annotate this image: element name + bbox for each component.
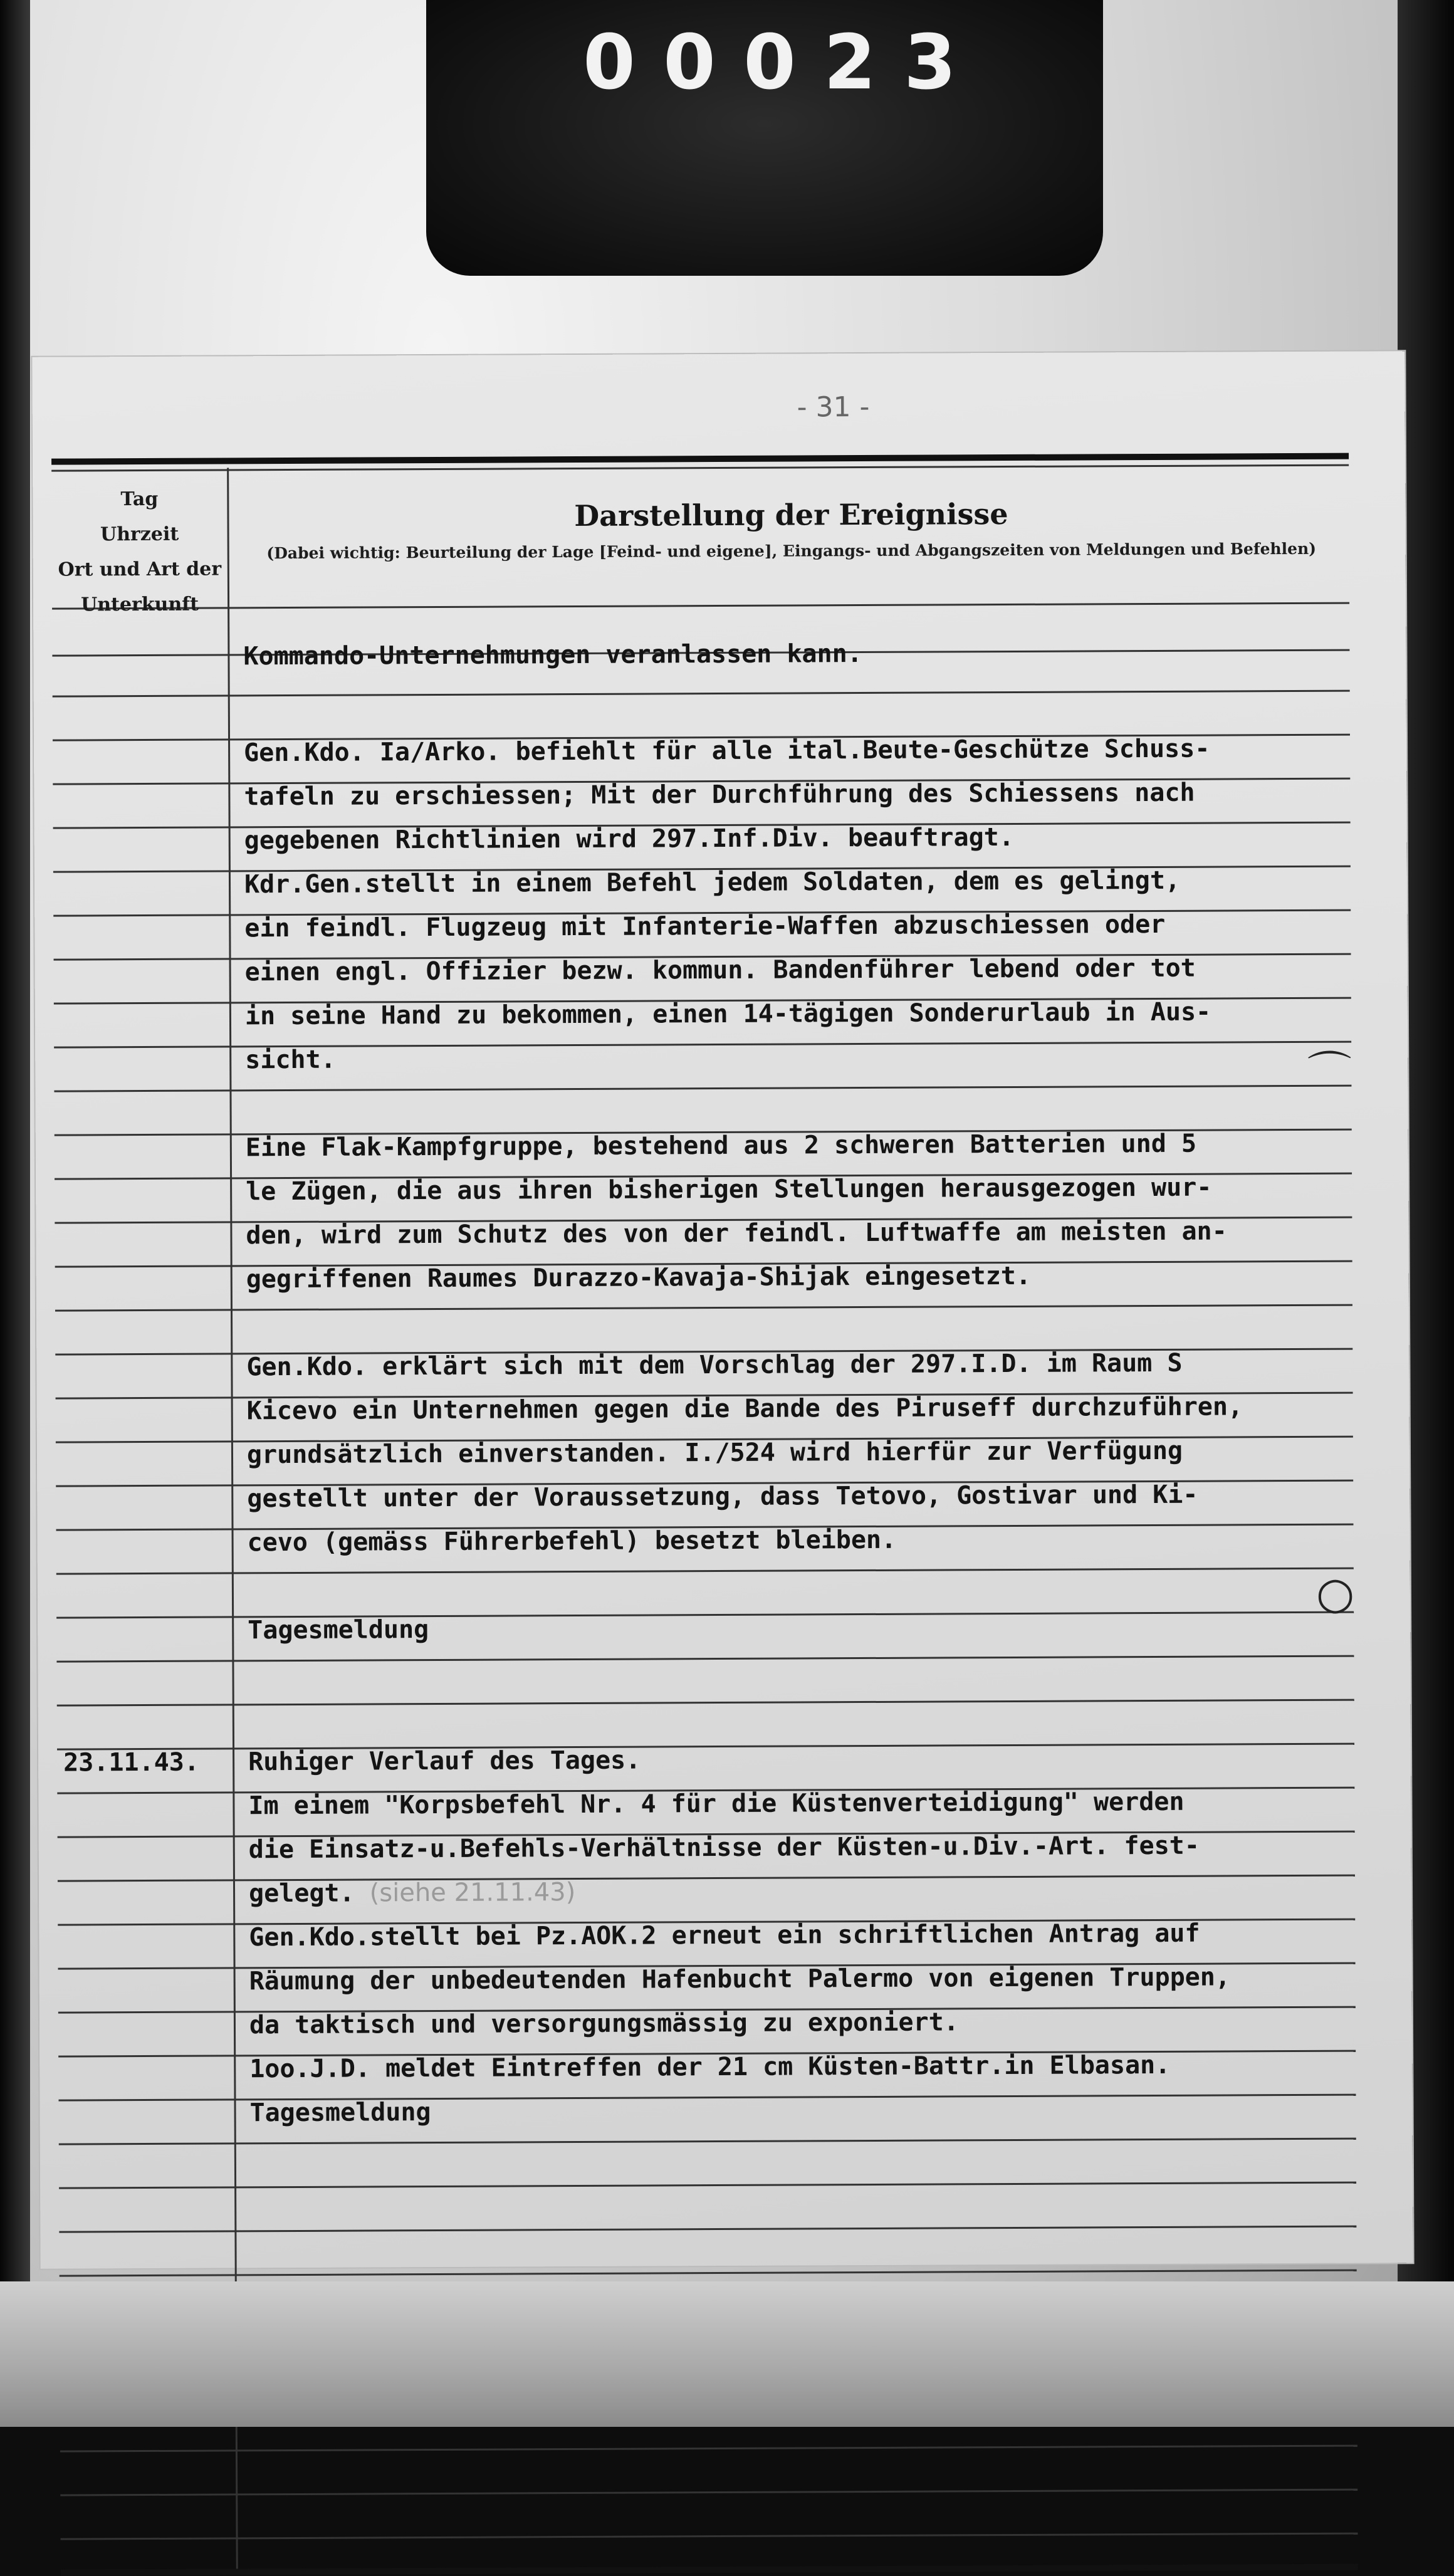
diary-line: Gen.Kdo.stellt bei Pz.AOK.2 erneut ein schriftlichen Antrag auf [249,1919,1200,1952]
counter-digit: 0 [583,19,638,107]
diary-line [249,1875,1364,1908]
rule [56,1655,1354,1663]
rule [55,1304,1352,1312]
rule [60,2489,1357,2496]
date-entry: 23.11.43. [63,1747,199,1778]
header-title: Darstellung der Ereignisse [574,497,1008,533]
diary-line: cevo (gemäss Führerbefehl) besetzt bleiben. [247,1525,897,1558]
diary-line: Gen.Kdo. Ia/Arko. befiehlt für alle ital.Beute-Geschütze Schuss- [244,734,1210,768]
war-diary-page [32,351,1413,2269]
diary-line: Tagesmeldung [248,1615,429,1645]
diary-line: Ruhiger Verlauf des Tages. [248,1746,641,1777]
diary-line: grundsätzlich einverstanden. I./524 wird hierfür zur Verfügung [246,1436,1183,1470]
diary-line: gegebenen Richtlinien wird 297.Inf.Div. beauftragt. [244,822,1015,856]
diary-line: ein feindl. Flugzeug mit Infanterie-Waffen abzuschiessen oder [244,909,1166,943]
header-ort: Ort und Art der [58,558,222,581]
diary-line: gegriffenen Raumes Durazzo-Kavaja-Shijak eingesetzt. [246,1261,1032,1294]
diary-line: einen engl. Offizier bezw. kommun. Bandenführer lebend oder tot [244,953,1196,987]
table-bottom-rule [61,2564,1358,2576]
diary-line: Kicevo ein Unternehmen gegen die Bande des Piruseff durchzuführen, [246,1392,1243,1426]
header-tag: Tag [120,488,159,511]
film-edge-left [0,0,30,2427]
counter-digit: 3 [904,19,959,107]
counter-digit: 0 [743,19,798,107]
diary-line: Im einem "Korpsbefehl Nr. 4 für die Küstenverteidigung" werden [248,1787,1185,1821]
diary-line: sicht. [245,1045,336,1075]
diary-line: le Zügen, die aus ihren bisherigen Stellungen herausgezogen wur- [246,1173,1212,1207]
frame-counter [426,0,1103,276]
rule [56,1568,1354,1575]
diary-line: in seine Hand zu bekommen, einen 14-tägigen Sonderurlaub in Aus- [244,997,1211,1031]
diary-line: tafeln zu erschiessen; Mit der Durchführung des Schiessens nach [244,778,1195,812]
margin-circle-mark: ○ [1315,1567,1355,1619]
rule [60,2445,1357,2453]
rule [53,690,1350,698]
rule [51,464,1349,472]
diary-line-text: gelegt. [248,1878,355,1908]
diary-line: Kdr.Gen.stellt in einem Befehl jedem Soldaten, dem es gelingt, [244,866,1181,899]
scan-bottom-area [0,2281,1454,2427]
diary-line: Kommando-Unternehmungen veranlassen kann. [243,639,862,671]
rule [61,2533,1358,2540]
diary-line: die Einsatz-u.Befehls-Verhältnisse der Küsten-u.Div.-Art. fest- [248,1831,1200,1865]
cross-reference-note: (siehe 21.11.43) [369,1878,576,1908]
diary-line: Gen.Kdo. erklärt sich mit dem Vorschlag der 297.I.D. im Raum S [246,1348,1183,1382]
diary-line: den, wird zum Schutz des von der feindl. Luftwaffe am meisten an- [246,1217,1227,1250]
diary-line: da taktisch und versorgungsmässig zu exponiert. [249,2008,959,2040]
rule [57,1699,1354,1707]
rule [59,2182,1356,2189]
page-number: - 31 - [797,390,870,424]
header-bottom-rule [52,602,1349,610]
counter-digit: 2 [824,19,879,107]
header-subtitle: (Dabei wichtig: Beurteilung der Lage [Feind- und eigene], Eingangs- und Abgangszeiten von Meldungen und Befehlen) [266,539,1317,563]
diary-line: 1oo.J.D. meldet Eintreffen der 21 cm Küsten-Battr.in Elbasan. [249,2050,1171,2084]
diary-line: Eine Flak-Kampfgruppe, bestehend aus 2 schweren Batterien und 5 [245,1129,1197,1163]
header-uhrzeit: Uhrzeit [100,523,179,546]
diary-line: gestellt unter der Voraussetzung, dass Tetovo, Gostivar und Ki- [247,1480,1198,1514]
header-unterkunft: Unterkunft [81,593,199,616]
rule [59,2138,1356,2145]
counter-digits [552,13,990,113]
diary-line: Tagesmeldung [249,2098,431,2128]
margin-hook-mark: ⌒ [1307,1047,1352,1099]
header-left-column [51,481,228,622]
table-top-rule [51,453,1349,465]
diary-line: Räumung der unbedeutenden Hafenbucht Palermo von eigenen Truppen, [249,1962,1231,1996]
rule [54,1085,1351,1092]
counter-digit: 0 [663,19,718,107]
rule [59,2226,1356,2233]
